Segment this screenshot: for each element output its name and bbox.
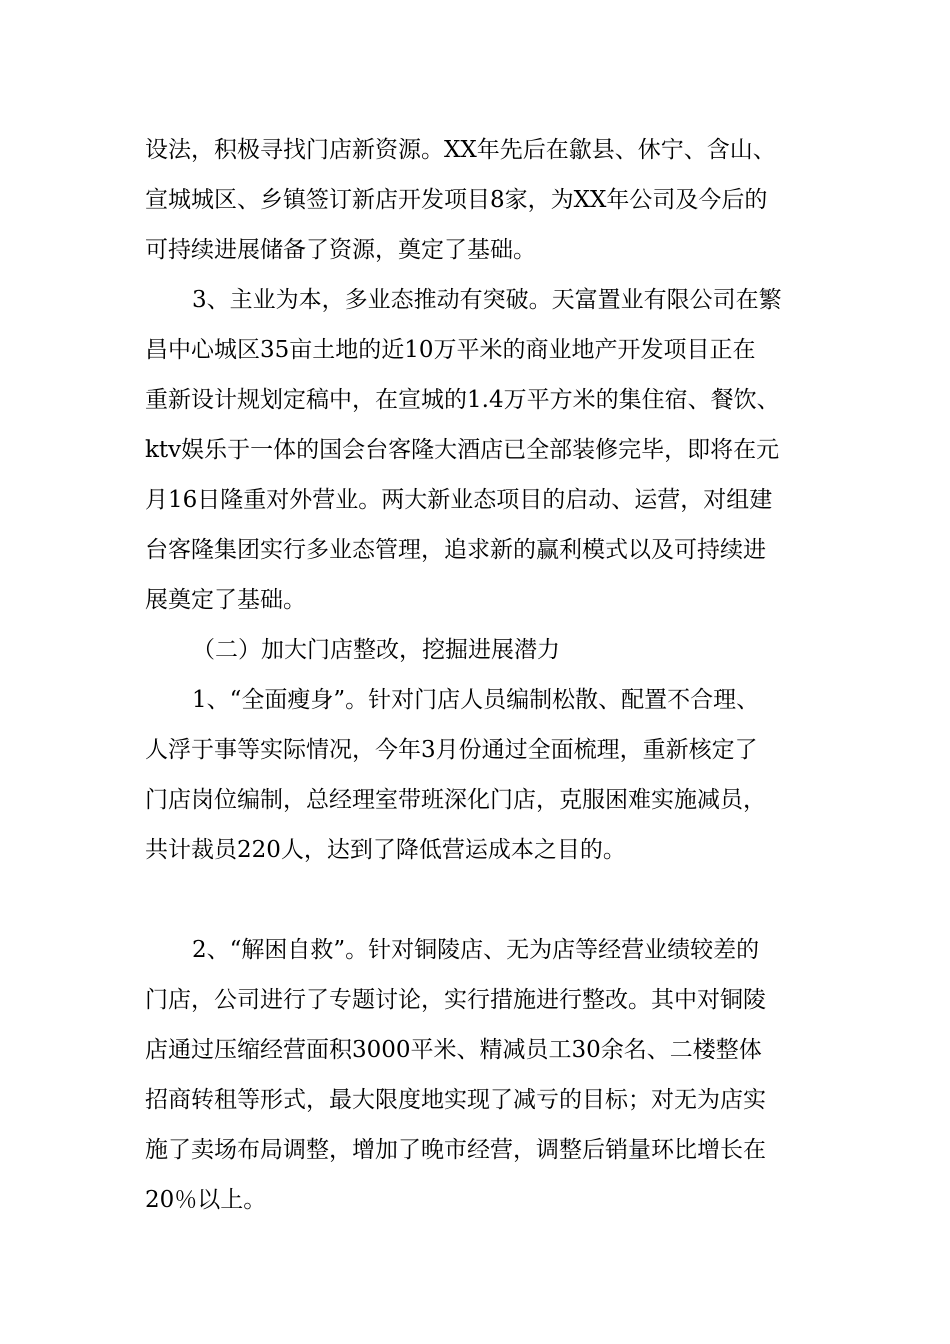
text-line: 招商转租等形式，最大限度地实现了减亏的目标；对无为店实 [145,1087,766,1113]
text-line: 门店，公司进行了专题讨论，实行措施进行整改。其中对铜陵 [145,987,766,1013]
section-heading: （二）加大门店整改，挖掘进展潜力 [192,637,560,663]
text-line: 昌中心城区35亩土地的近10万平米的商业地产开发项目正在 [145,337,756,363]
text-line: 可持续进展储备了资源，奠定了基础。 [145,237,536,263]
text-line: 20％以上。 [145,1187,267,1213]
text-line: ktv娱乐于一体的国会台客隆大酒店已全部装修完毕，即将在元 [145,437,780,463]
text-line: 月16日隆重对外营业。两大新业态项目的启动、运营，对组建 [145,487,773,513]
text-line: 展奠定了基础。 [145,587,306,613]
text-line: 人浮于事等实际情况，今年3月份通过全面梳理，重新核定了 [145,737,758,763]
text-line: 宣城城区、乡镇签订新店开发项目8家，为XX年公司及今后的 [145,187,768,213]
text-line: 2、“解困自救”。针对铜陵店、无为店等经营业绩较差的 [192,937,760,963]
text-line: 1、“全面瘦身”。针对门店人员编制松散、配置不合理、 [192,687,760,713]
text-line: 重新设计规划定稿中，在宣城的1.4万平方米的集住宿、餐饮、 [145,387,780,413]
text-line: 门店岗位编制，总经理室带班深化门店，克服困难实施减员， [145,787,766,813]
text-line: 共计裁员220人，达到了降低营运成本之目的。 [145,837,626,863]
text-line: 台客隆集团实行多业态管理，追求新的赢利模式以及可持续进 [145,537,766,563]
text-line: 店通过压缩经营面积3000平米、精减员工30余名、二楼整体 [145,1037,762,1063]
text-line: 3、主业为本，多业态推动有突破。天富置业有限公司在繁 [192,287,782,313]
text-line: 施了卖场布局调整，增加了晚市经营，调整后销量环比增长在 [145,1137,766,1163]
text-line: 设法，积极寻找门店新资源。XX年先后在歙县、休宁、含山、 [145,137,776,163]
